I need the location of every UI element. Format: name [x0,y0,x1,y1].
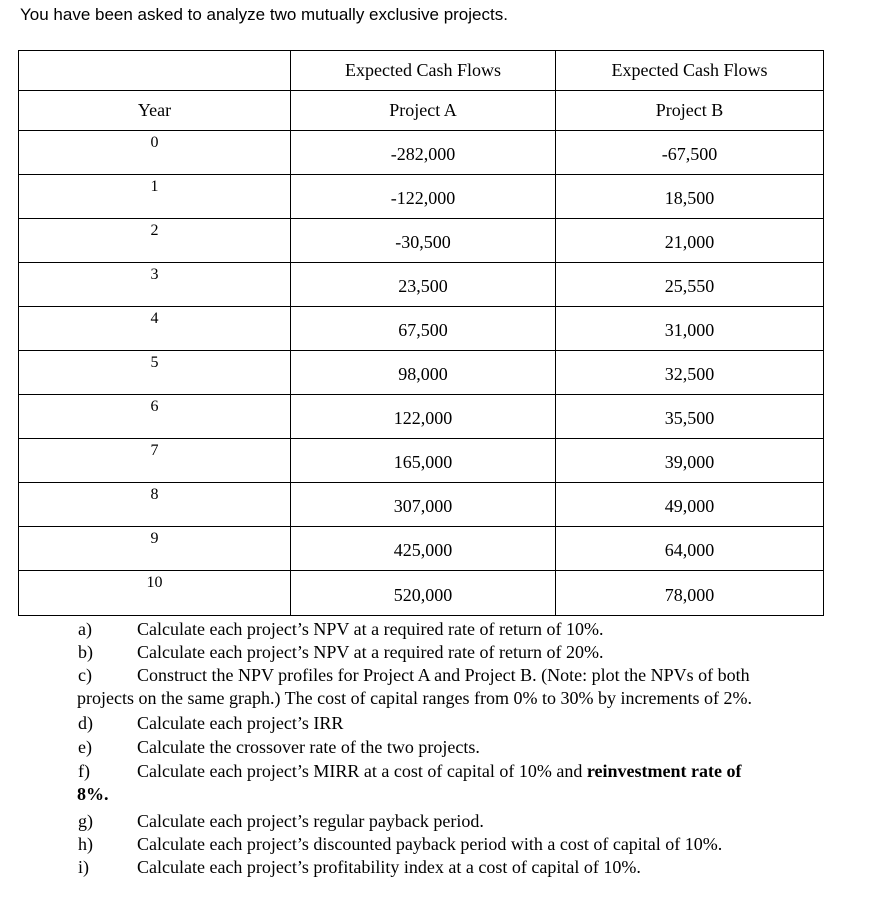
project-a-cell: 425,000 [291,527,556,571]
question-label: g) [78,811,93,831]
year-cell: 7 [19,439,291,483]
header-project-a: Project A [291,91,556,131]
year-cell: 2 [19,219,291,263]
question-label: c) [78,665,92,685]
question-bold-text: reinvestment rate of [586,761,742,781]
table-row [19,527,824,571]
question-text: Calculate each project’s MIRR at a cost of capital of 10% and [137,761,587,781]
project-a-cell: 98,000 [291,351,556,395]
project-b-cell: 18,500 [556,175,824,219]
question-text: Calculate the crossover rate of the two projects. [137,737,480,757]
year-cell: 8 [19,483,291,527]
year-cell: 6 [19,395,291,439]
project-a-cell: -30,500 [291,219,556,263]
header-empty-cell [19,51,291,91]
table-row [19,439,824,483]
question-text: Calculate each project’s NPV at a required rate of return of 10%. [137,619,604,639]
project-b-cell: 31,000 [556,307,824,351]
project-a-cell: 67,500 [291,307,556,351]
intro-text: You have been asked to analyze two mutually exclusive projects. [20,5,508,24]
year-cell: 3 [19,263,291,307]
year-cell: 9 [19,527,291,571]
question-text: Calculate each project’s profitability index at a cost of capital of 10%. [137,857,641,877]
question-continuation: 8%. [77,784,109,804]
project-a-cell: 23,500 [291,263,556,307]
project-b-cell: 39,000 [556,439,824,483]
header-expected-b: Expected Cash Flows [556,51,824,91]
question-text: Calculate each project’s discounted payback period with a cost of capital of 10%. [137,834,723,854]
header-row-1 [19,51,824,91]
question-label: f) [78,761,90,781]
table-row [19,307,824,351]
year-cell: 4 [19,307,291,351]
header-row-2 [19,91,824,131]
project-a-cell: -282,000 [291,131,556,175]
table-row [19,351,824,395]
table-row [19,219,824,263]
header-expected-a: Expected Cash Flows [291,51,556,91]
project-b-cell: 64,000 [556,527,824,571]
cash-flow-table [18,50,824,616]
project-a-cell: 122,000 [291,395,556,439]
question-text: Calculate each project’s regular payback period. [137,811,484,831]
project-b-cell: 78,000 [556,571,824,616]
table-row [19,483,824,527]
project-b-cell: -67,500 [556,131,824,175]
table-row [19,263,824,307]
project-a-cell: -122,000 [291,175,556,219]
project-a-cell: 307,000 [291,483,556,527]
year-cell: 0 [19,131,291,175]
question-text-wrap [137,760,741,783]
question-label: a) [78,619,92,639]
question-label: e) [78,737,92,757]
project-b-cell: 32,500 [556,351,824,395]
project-b-cell: 21,000 [556,219,824,263]
question-label: i) [78,857,89,877]
year-cell: 5 [19,351,291,395]
project-b-cell: 49,000 [556,483,824,527]
question-text: Construct the NPV profiles for Project A and Project B. (Note: plot the NPVs of both [137,665,750,685]
project-a-cell: 520,000 [291,571,556,616]
table-row [19,175,824,219]
question-continuation: projects on the same graph.) The cost of capital ranges from 0% to 30% by increments of 2%. [77,688,752,708]
question-label: d) [78,713,93,733]
project-b-cell: 25,550 [556,263,824,307]
question-label: b) [78,642,93,662]
table-row [19,395,824,439]
question-label: h) [78,834,93,854]
year-cell: 1 [19,175,291,219]
table-row [19,131,824,175]
project-b-cell: 35,500 [556,395,824,439]
header-year: Year [19,91,291,131]
question-text: Calculate each project’s IRR [137,713,344,733]
question-text: Calculate each project’s NPV at a required rate of return of 20%. [137,642,604,662]
header-project-b: Project B [556,91,824,131]
project-a-cell: 165,000 [291,439,556,483]
table-row [19,571,824,616]
year-cell: 10 [19,571,291,616]
